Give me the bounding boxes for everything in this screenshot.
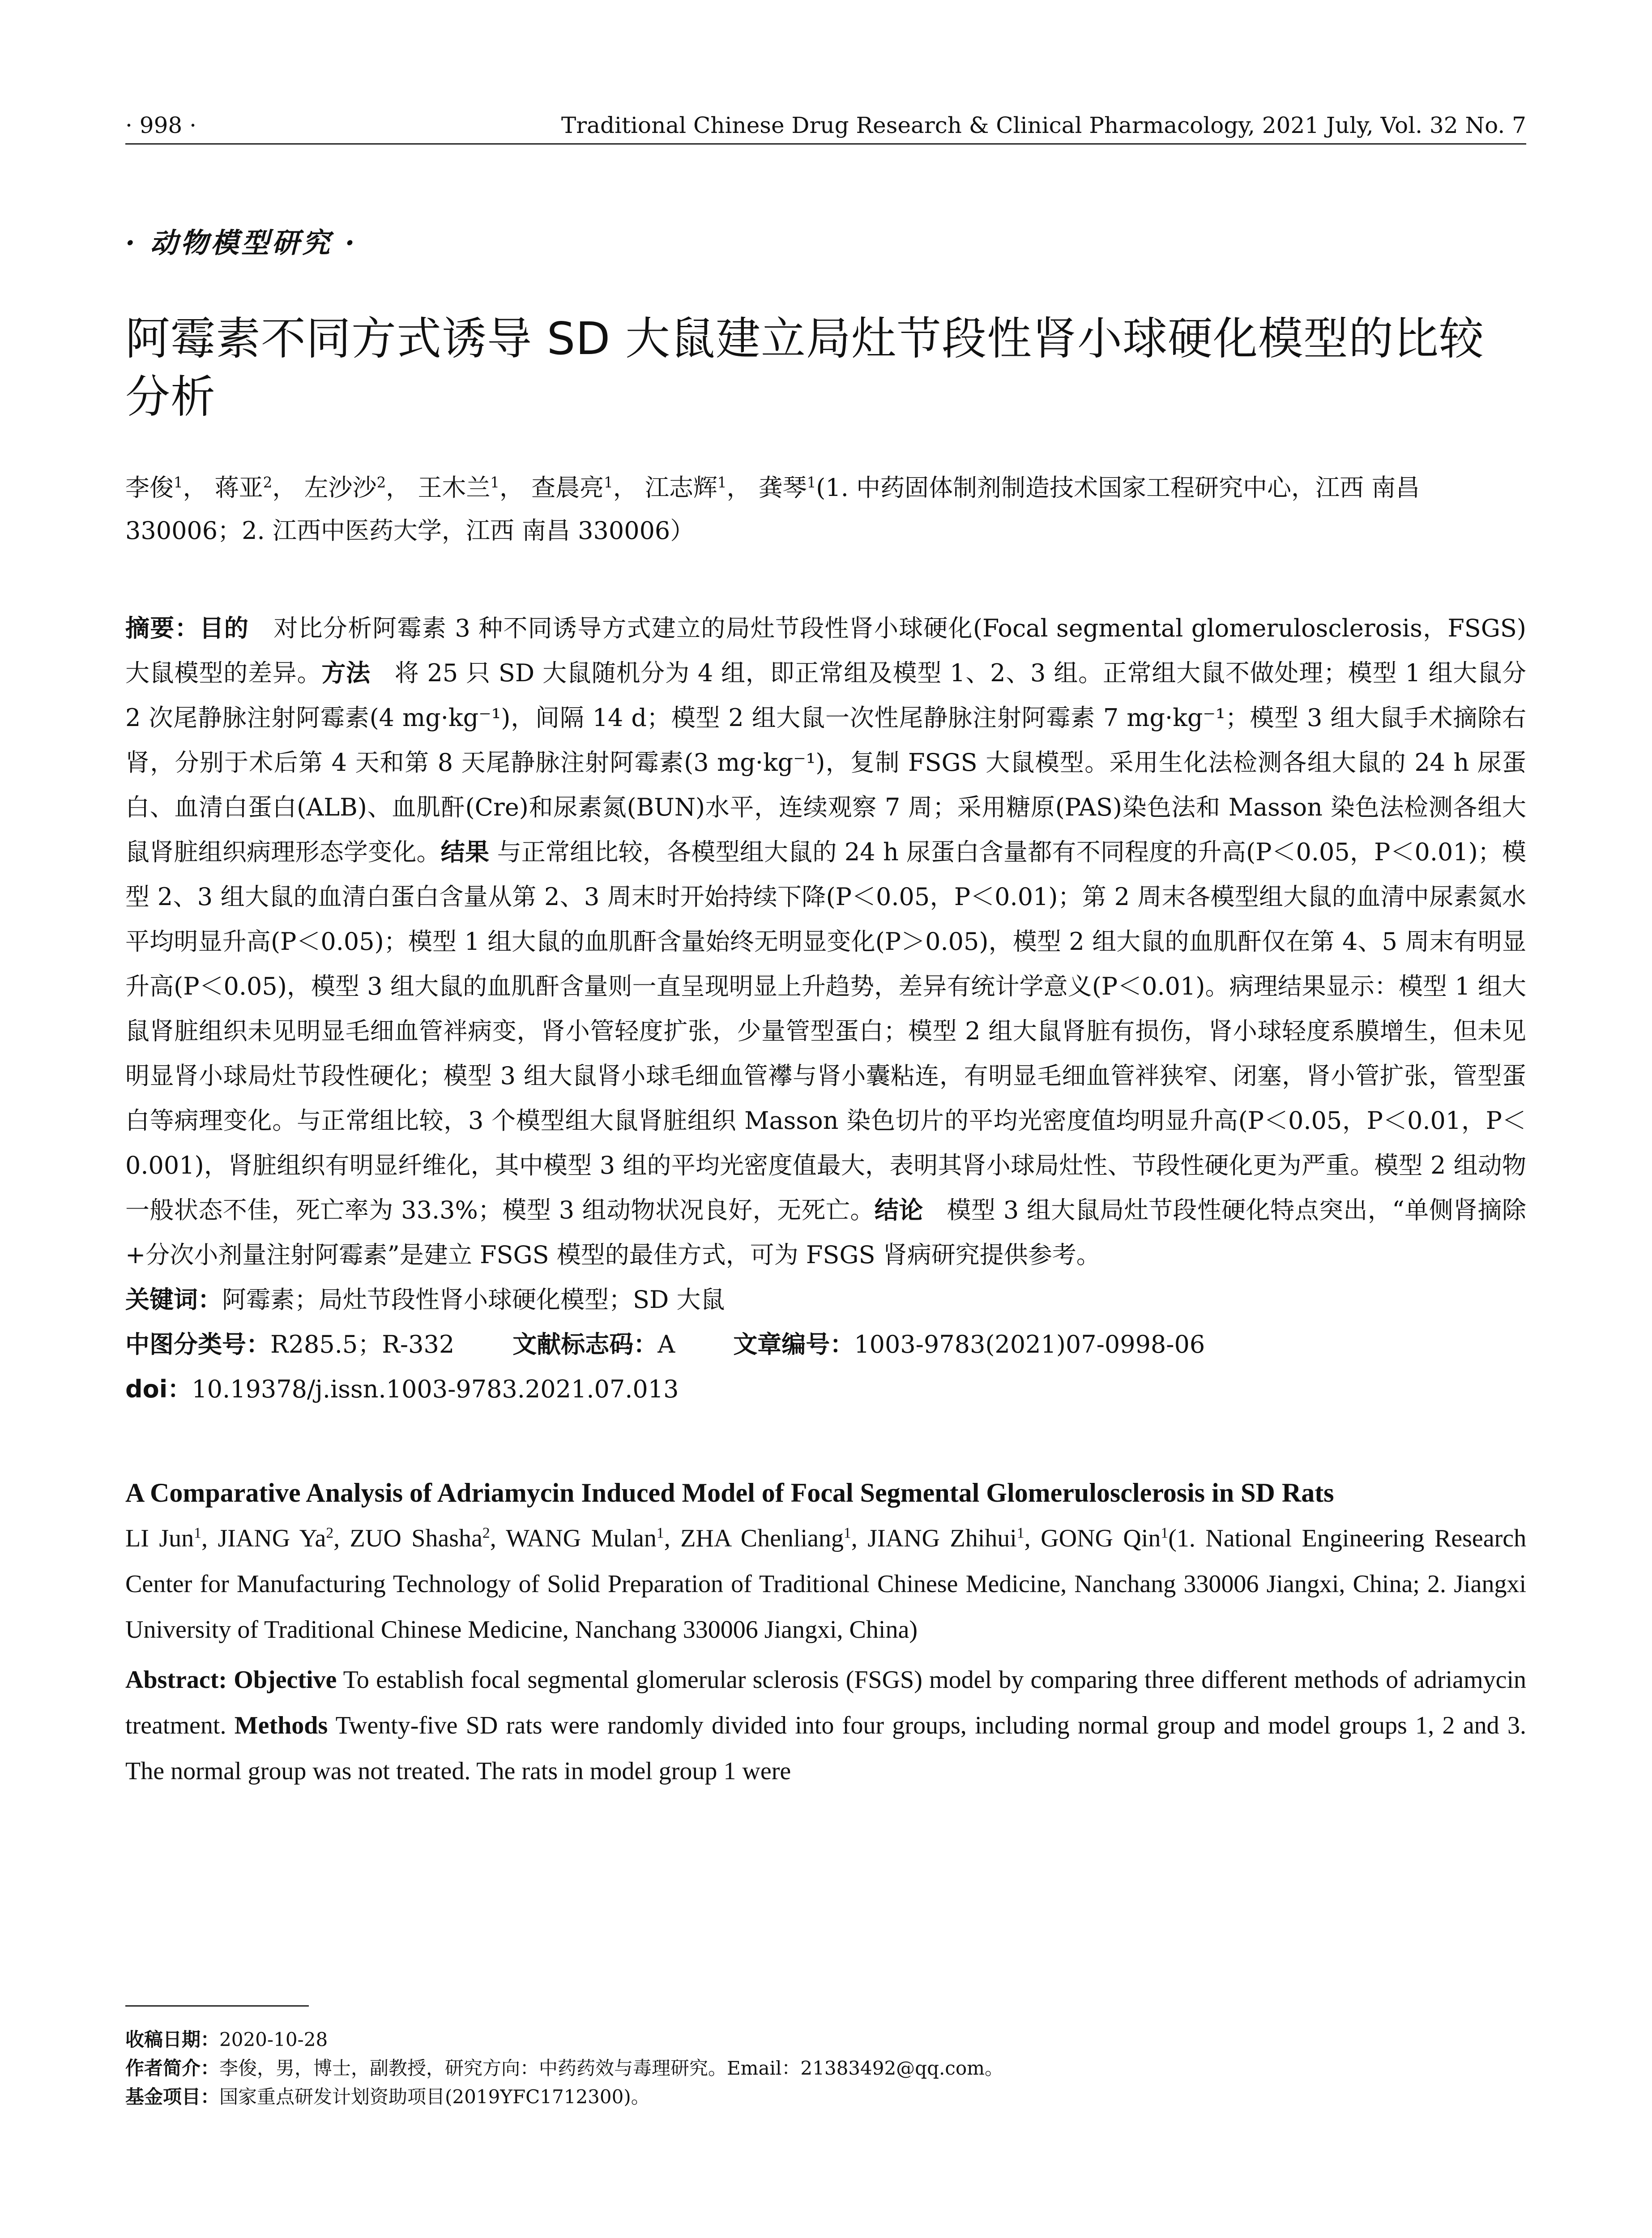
conclusion-text: 模型 3 组大鼠局灶节段性硬化特点突出，“单侧肾摘除+分次小剂量注射阿霉素”是建立 FSGS 模型的最佳方式，可为 FSGS 肾病研究提供参考。 [125,1196,1526,1269]
author-name: JIANG Ya [218,1525,326,1552]
article-number-value: 1003-9783(2021)07-0998-06 [854,1330,1205,1358]
objective-label: Objective [234,1666,337,1694]
author-name: 左沙沙 [304,474,377,502]
results-text: 与正常组比较，各模型组大鼠的 24 h 尿蛋白含量都有不同程度的升高(P＜0.05，P＜0.01)；模型 2、3 组大鼠的血清白蛋白含量从第 2、3 周末时开始持续下降(P＜0.05，P＜0.01)；第 2 周末各模型组大鼠的血清中尿素氮水平均明显升高(P＜0.05)；模型 1 组大鼠的血肌酐含量始终无明显变化(P＞0.05)，模型 2 组大鼠的血肌酐仅在第 4、5 周末有明显升高(P＜0.05)，模型 3 组大鼠的血肌酐含量则一直呈现明显上升趋势，差异有统计学意义(P＜0.01)。病理结果显示：模型 1 组大鼠肾脏组织未见明显毛细血管袢病变，肾小管轻度扩张，少量管型蛋白；模型 2 组大鼠肾脏有损伤，肾小球轻度系膜增生，但未见明显肾小球局灶节段性硬化；模型 3 组大鼠肾小球毛细血管襻与肾小囊粘连，有明显毛细血管袢狭窄、闭塞，肾小管扩张，管型蛋白等病理变化。与正常组比较，3 个模型组大鼠肾脏组织 Masson 染色切片的平均光密度值均明显升高(P＜0.05，P＜0.01，P＜0.001)，肾脏组织有明显纤维化，其中模型 3 组的平均光密度值最大，表明其肾小球局灶性、节段性硬化更为严重。模型 2 组动物一般状态不佳，死亡率为 33.3%；模型 3 组动物状况良好，无死亡。 [125,838,1527,1224]
author-bio-value: 李俊，男，博士，副教授，研究方向：中药药效与毒理研究。Email：21383492@qq.com。 [219,2057,1003,2079]
author-affiliation-mark: 1 [490,474,499,491]
author-name: ZHA Chenliang [680,1525,844,1552]
author-name: 李俊 [125,474,174,502]
author-name: ZUO Shasha [350,1525,482,1552]
classification-line [125,1322,1526,1367]
footnote-divider [125,2005,309,2007]
keywords-line [125,1277,1526,1322]
author-affiliation-mark: 1 [604,474,613,491]
objective-text: To establish focal segmental glomerular sclerosis (FSGS) model by comparing three different methods of adriamycin treatment. [125,1666,1526,1739]
author-name: LI Jun [125,1525,194,1552]
doi-value[interactable]: 10.19378/j.issn.1003-9783.2021.07.013 [192,1375,679,1403]
author-bio-note [125,2054,1526,2083]
author-affiliation-mark: 1 [1161,1525,1169,1542]
chinese-affiliations: (1. 中药固体制剂制造技术国家工程研究中心，江西 南昌 330006；2. 江西中医药大学，江西 南昌 330006） [125,474,1420,545]
document-code-label: 文献标志码： [512,1330,658,1358]
journal-citation: Traditional Chinese Drug Research & Clinical Pharmacology, 2021 July, Vol. 32 No. 7 [561,112,1526,138]
author-affiliation-mark: 1 [1016,1525,1024,1542]
author-affiliation-mark: 2 [482,1525,490,1542]
results-label: 结果 [440,838,490,866]
english-author-list: LI Jun$^1$, JIANG Ya$^2$, ZUO Shasha$^2$, WANG Mulan$^1$, ZHA Chenliang$^1$, JIANG Zhihui$^1$, GONG Qin$^1$(1. National Engineering Research Center for Manufacturing Technology of Solid Preparation of Traditional Chinese Medicine, Nanchang 330006 Jiangxi, China; 2. Jiangxi University of Traditional Chinese Medicine, Nanchang 330006 Jiangxi, China) [125,1525,1527,1644]
section-label: · 动物模型研究 · [125,226,358,259]
conclusion-label: 结论 [874,1196,923,1224]
keywords-label: 关键词： [125,1286,222,1314]
author-affiliation-mark: 2 [376,474,386,491]
methods-text: Twenty-five SD rats were randomly divided into four groups, including normal group and model groups 1, 2 and 3. The normal group was not treated. The rats in model group 1 were [125,1712,1527,1785]
author-affiliation-mark: 1 [194,1525,201,1542]
page-number: · 998 · [125,112,197,138]
author-name: 蒋亚 [214,474,263,502]
received-date-label: 收稿日期： [125,2029,220,2050]
english-title: A Comparative Analysis of Adriamycin Induced Model of Focal Segmental Glomerulosclerosis in SD Rats [125,1478,1334,1508]
received-date-value: 2020-10-28 [219,2029,328,2050]
funding-label: 基金项目： [125,2086,220,2108]
author-name: 查晨亮 [531,474,604,502]
author-affiliation-mark: 1 [807,474,816,491]
document-code-value: A [657,1330,675,1358]
author-name: 龚琴 [758,474,807,502]
author-name: GONG Qin [1041,1525,1161,1552]
article-number-label: 文章编号： [733,1330,854,1358]
author-affiliation-mark: 1 [843,1525,851,1542]
doi-line [125,1367,1526,1412]
funding-note [125,2083,1526,2111]
author-affiliation-mark: 2 [326,1525,334,1542]
objective-label: 目的 [199,614,249,642]
methods-label: Methods [234,1712,328,1739]
clc-value: R285.5；R-332 [270,1330,455,1358]
footnotes [125,2025,1526,2111]
chinese-title: 阿霉素不同方式诱导 SD 大鼠建立局灶节段性肾小球硬化模型的比较分析 [125,312,1485,423]
author-affiliation-mark: 1 [717,474,727,491]
doi-label: doi： [125,1375,192,1403]
methods-text: 将 25 只 SD 大鼠随机分为 4 组，即正常组及模型 1、2、3 组。正常组大鼠不做处理；模型 1 组大鼠分 2 次尾静脉注射阿霉素(4 mg·kg⁻¹)，间隔 14 d；模型 2 组大鼠一次性尾静脉注射阿霉素 7 mg·kg⁻¹；模型 3 组大鼠手术摘除右肾，分别于术后第 4 天和第 8 天尾静脉注射阿霉素(3 mg·kg⁻¹)，复制 FSGS 大鼠模型。采用生化法检测各组大鼠的 24 h 尿蛋白、血清白蛋白(ALB)、血肌酐(Cre)和尿素氮(BUN)水平，连续观察 7 周；采用糖原(PAS)染色法和 Masson 染色法检测各组大鼠肾脏组织病理形态学变化。 [125,659,1526,866]
author-affiliation-mark: 1 [174,474,183,491]
methods-label: 方法 [321,659,371,687]
author-name: 王木兰 [418,474,491,502]
received-date-note [125,2025,1526,2054]
author-affiliation-mark: 2 [263,474,273,491]
objective-text: 对比分析阿霉素 3 种不同诱导方式建立的局灶节段性肾小球硬化(Focal segmental glomerulosclerosis，FSGS)大鼠模型的差异。 [125,614,1526,687]
abstract-label: Abstract: [125,1666,227,1694]
article-page [125,107,1526,1794]
author-name: 江志辉 [645,474,717,502]
author-affiliation-mark: 1 [656,1525,664,1542]
abstract-label: 摘要： [125,614,200,642]
author-name: WANG Mulan [506,1525,657,1552]
chinese-author-list: 李俊$^1$， 蒋亚$^2$， 左沙沙$^2$， 王木兰$^1$， 查晨亮$^1$， 江志辉$^1$， 龚琴$^1$(1. 中药固体制剂制造技术国家工程研究中心，江西 南昌 330006；2. 江西中医药大学，江西 南昌 330006） [125,474,1420,545]
author-bio-label: 作者简介： [125,2057,220,2079]
english-affiliations: (1. National Engineering Research Center for Manufacturing Technology of Solid Preparation of Traditional Chinese Medicine, Nanchang 330006 Jiangxi, China; 2. Jiangxi University of Traditional Chinese Medicine, Nanchang 330006 Jiangxi, China) [125,1525,1527,1644]
author-name: JIANG Zhihui [867,1525,1017,1552]
clc-label: 中图分类号： [125,1330,270,1358]
english-abstract [125,1657,1526,1794]
running-header [125,107,1526,145]
funding-value: 国家重点研发计划资助项目(2019YFC1712300)。 [219,2086,650,2108]
chinese-abstract [125,606,1526,1277]
keywords-text: 阿霉素；局灶节段性肾小球硬化模型；SD 大鼠 [222,1286,725,1314]
